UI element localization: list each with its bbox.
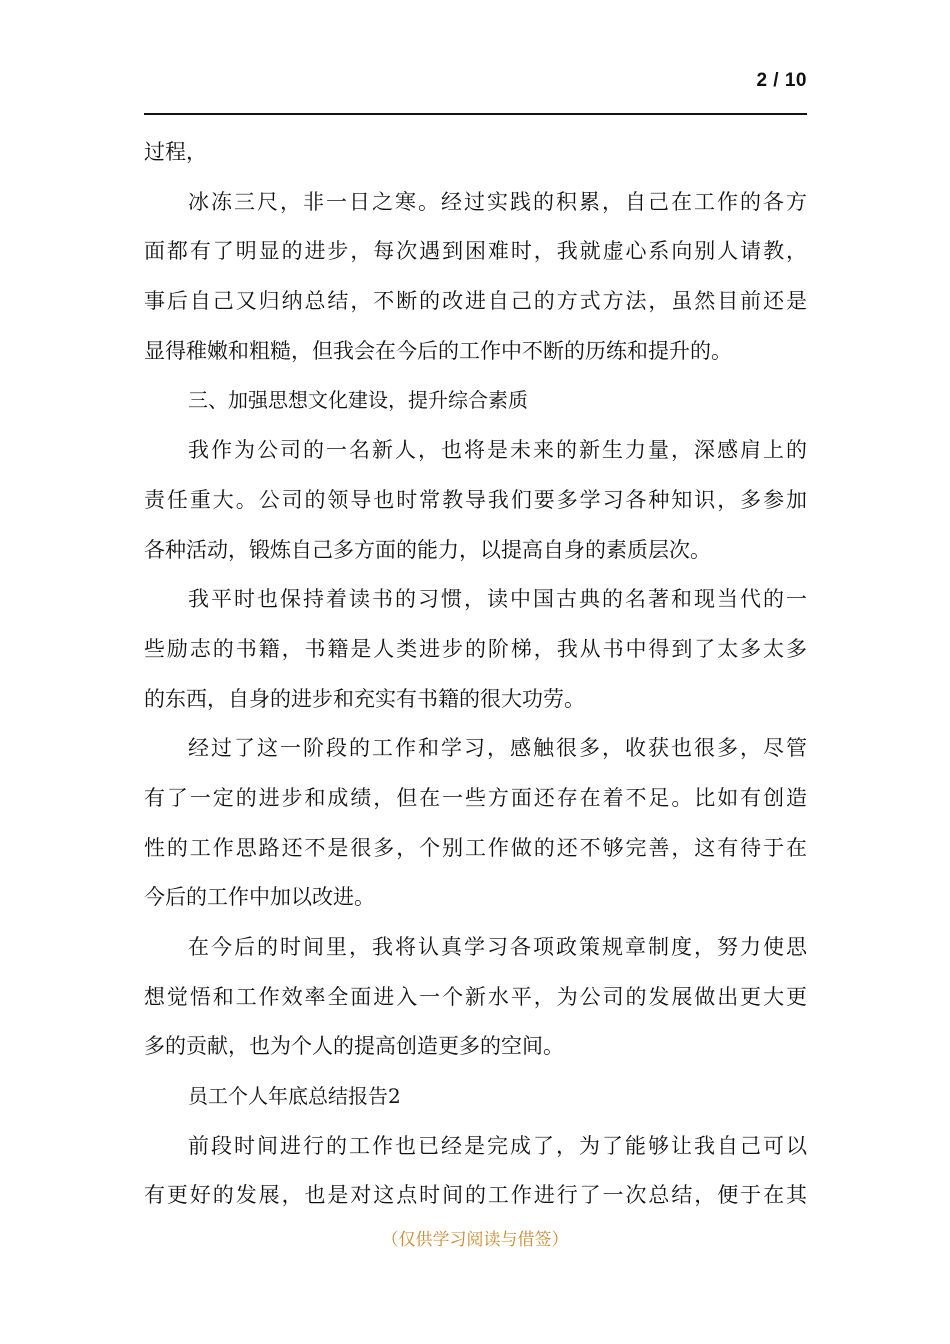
text-line: 各种活动，锻炼自己多方面的能力，以提高自身的素质层次。 xyxy=(144,537,711,562)
text-line: 多的贡献，也为个人的提高创造更多的空间。 xyxy=(144,1034,564,1059)
text-line: 前段时间进行的工作也已经是完成了，为了能够让我自己可以 xyxy=(188,1133,807,1158)
text-line: 责任重大。公司的领导也时常教导我们要多学习各种知识，多参加 xyxy=(144,487,807,512)
text-line: 在今后的时间里，我将认真学习各项政策规章制度，努力使思 xyxy=(188,935,807,959)
text-line: 想觉悟和工作效率全面进入一个新水平，为公司的发展做出更大更 xyxy=(144,984,807,1009)
header-rule xyxy=(144,113,807,115)
text-line: 显得稚嫩和粗糙，但我会在今后的工作中不断的历练和提升的。 xyxy=(144,338,732,363)
section-heading: 三、加强思想文化建设，提升综合素质 xyxy=(188,388,528,413)
footer-note: （仅供学习阅读与借签） xyxy=(381,1230,569,1250)
text-line: 我作为公司的一名新人，也将是未来的新生力量，深感肩上的 xyxy=(188,438,807,463)
text-line: 过程， xyxy=(144,140,207,164)
text-line: 冰冻三尺，非一日之寒。经过实践的积累，自己在工作的各方 xyxy=(188,189,807,214)
text-line: 的东西，自身的进步和充实有书籍的很大功劳。 xyxy=(144,686,585,711)
text-line: 面都有了明显的进步，每次遇到困难时，我就虚心系向别人请教， xyxy=(144,239,807,264)
text-line: 性的工作思路还不是很多，个别工作做的还不够完善，这有待于在 xyxy=(144,835,807,860)
text-line: 今后的工作中加以改进。 xyxy=(144,885,375,910)
document-body xyxy=(144,128,807,1221)
text-line: 我平时也保持着读书的习惯，读中国古典的名著和现当代的一 xyxy=(188,587,807,612)
text-line: 事后自己又归纳总结，不断的改进自己的方式方法，虽然目前还是 xyxy=(144,289,807,314)
text-line: 经过了这一阶段的工作和学习，感触很多，收获也很多，尽管 xyxy=(188,736,807,761)
text-line: 些励志的书籍，书籍是人类进步的阶梯，我从书中得到了太多太多 xyxy=(144,636,807,661)
text-line: 有更好的发展，也是对这点时间的工作进行了一次总结，便于在其 xyxy=(144,1183,807,1208)
text-line: 有了一定的进步和成绩，但在一些方面还存在着不足。比如有创造 xyxy=(144,785,807,810)
page-number: 2 / 10 xyxy=(756,70,807,91)
section-heading: 员工个人年底总结报告2 xyxy=(188,1084,401,1109)
